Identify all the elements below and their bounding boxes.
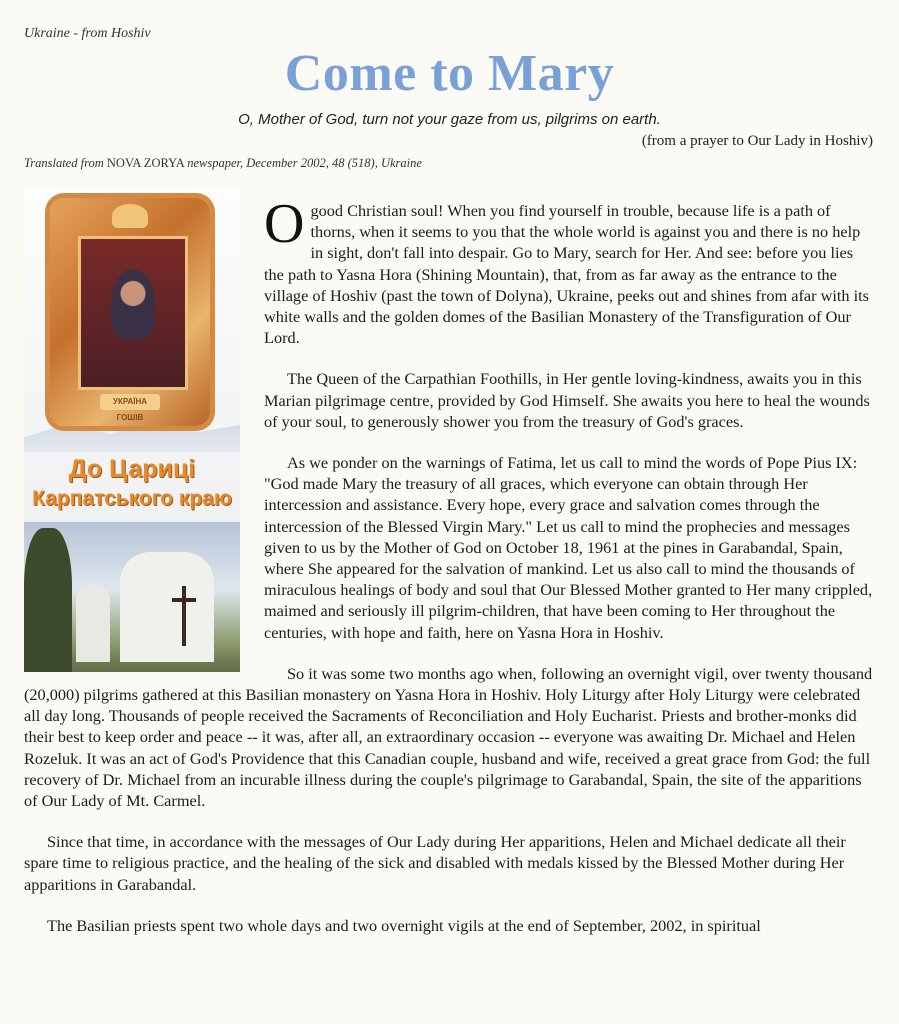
paragraph-4: So it was some two months ago when, following an overnight vigil, over twenty thousand (20,000) pilgrims gathered at this Basilian monastery on Yasna Hora in Hoshiv. Holy Liturgy after Holy Liturgy were celebrated all day long. Thousands of people received the Sacraments of Reconciliation and Holy Eucharist. Priests and brother-monks did their best to keep order and peace -- it was, after all, an extraordinary occasion -- everyone was awaiting Dr. Michael and Helen Rozeluk. It was an act of God's Providence that this Canadian couple, husband and wife, received a great grace from God: the full recovery of Dr. Michael from an incurable illness during the couple's pilgrimage to Garabandal, Spain, the site of the apparitions of Our Lady of Mt. Carmel. [24, 663, 873, 811]
translated-suffix: newspaper, December 2002, 48 (518), Ukraine [187, 156, 422, 170]
subtitle-prayer: O, Mother of God, turn not your gaze from us, pilgrims on earth. [238, 111, 661, 128]
article-body [24, 193, 876, 956]
paragraph-1-text: good Christian soul! When you find yourself in trouble, because life is a path of thorns, when it seems to you that the whole world is against you and there is no help in sight, don't fall into despair. Go to Mary, search for Her. And see: before you lies the path to Yasna Hora (Shining Mountain), that, from as far away as the entrance to the village of Hoshiv (past the town of Dolyna), Ukraine, peeks out and shines from afar with its white walls and the golden domes of the Basilian Monastery of the Transfiguration of Our Lord. [264, 201, 869, 348]
translated-prefix: Translated from [24, 156, 104, 170]
illustration-caption-line1: До Цариці [68, 455, 196, 483]
paragraph-3: As we ponder on the warnings of Fatima, let us call to mind the words of Pope Pius IX: "God made Mary the treasury of all graces, which everyone can obtain through Her intercession and assistance. Every hope, every grace and salvation comes through the intercession of the Blessed Virgin Mary." Let us call to mind the prophecies and messages given to us by the Mother of God on October 18, 1961 at the pines in Garabandal, Spain, where She appeared for the salvation of mankind. Let us also call to mind the thousands of miraculous healings of body and soul that Our Blessed Mother granted to Her many crippled, maimed and seriously ill pilgrim-children, that have been coming to Her throughout the centuries, with hope and faith, here on Yasna Hora in Hoshiv. [264, 453, 873, 642]
icon-plaque: УКРАЇНА ГОШІВ [100, 394, 160, 410]
page-title: Come to Mary [284, 45, 615, 102]
translation-credit [24, 156, 422, 171]
paragraph-2: The Queen of the Carpathian Foothills, in Her gentle loving-kindness, awaits you in this Marian pilgrimage centre, provided by God Himself. She awaits you here to heal the wounds of your soul, to generously shower you from the treasury of God's graces. [264, 369, 870, 431]
subtitle-source: (from a prayer to Our Lady in Hoshiv) [641, 133, 873, 149]
newspaper-name: NOVA ZORYA [106, 156, 185, 170]
paragraph-5: Since that time, in accordance with the messages of Our Lady during Her apparitions, Helen and Michael dedicate all their spare time to religious practice, and the healing of the sick and disabled with medals kissed by the Blessed Mother during Her apparitions in Garabandal. [24, 832, 846, 894]
illustration-caption-line2: Карпатського краю [32, 487, 232, 510]
drop-cap: O [264, 193, 305, 255]
paragraph-6: The Basilian priests spent two whole days and two overnight vigils at the end of September, 2002, in spiritual [47, 915, 761, 935]
section-tag: Ukraine - from Hoshiv [24, 26, 151, 41]
